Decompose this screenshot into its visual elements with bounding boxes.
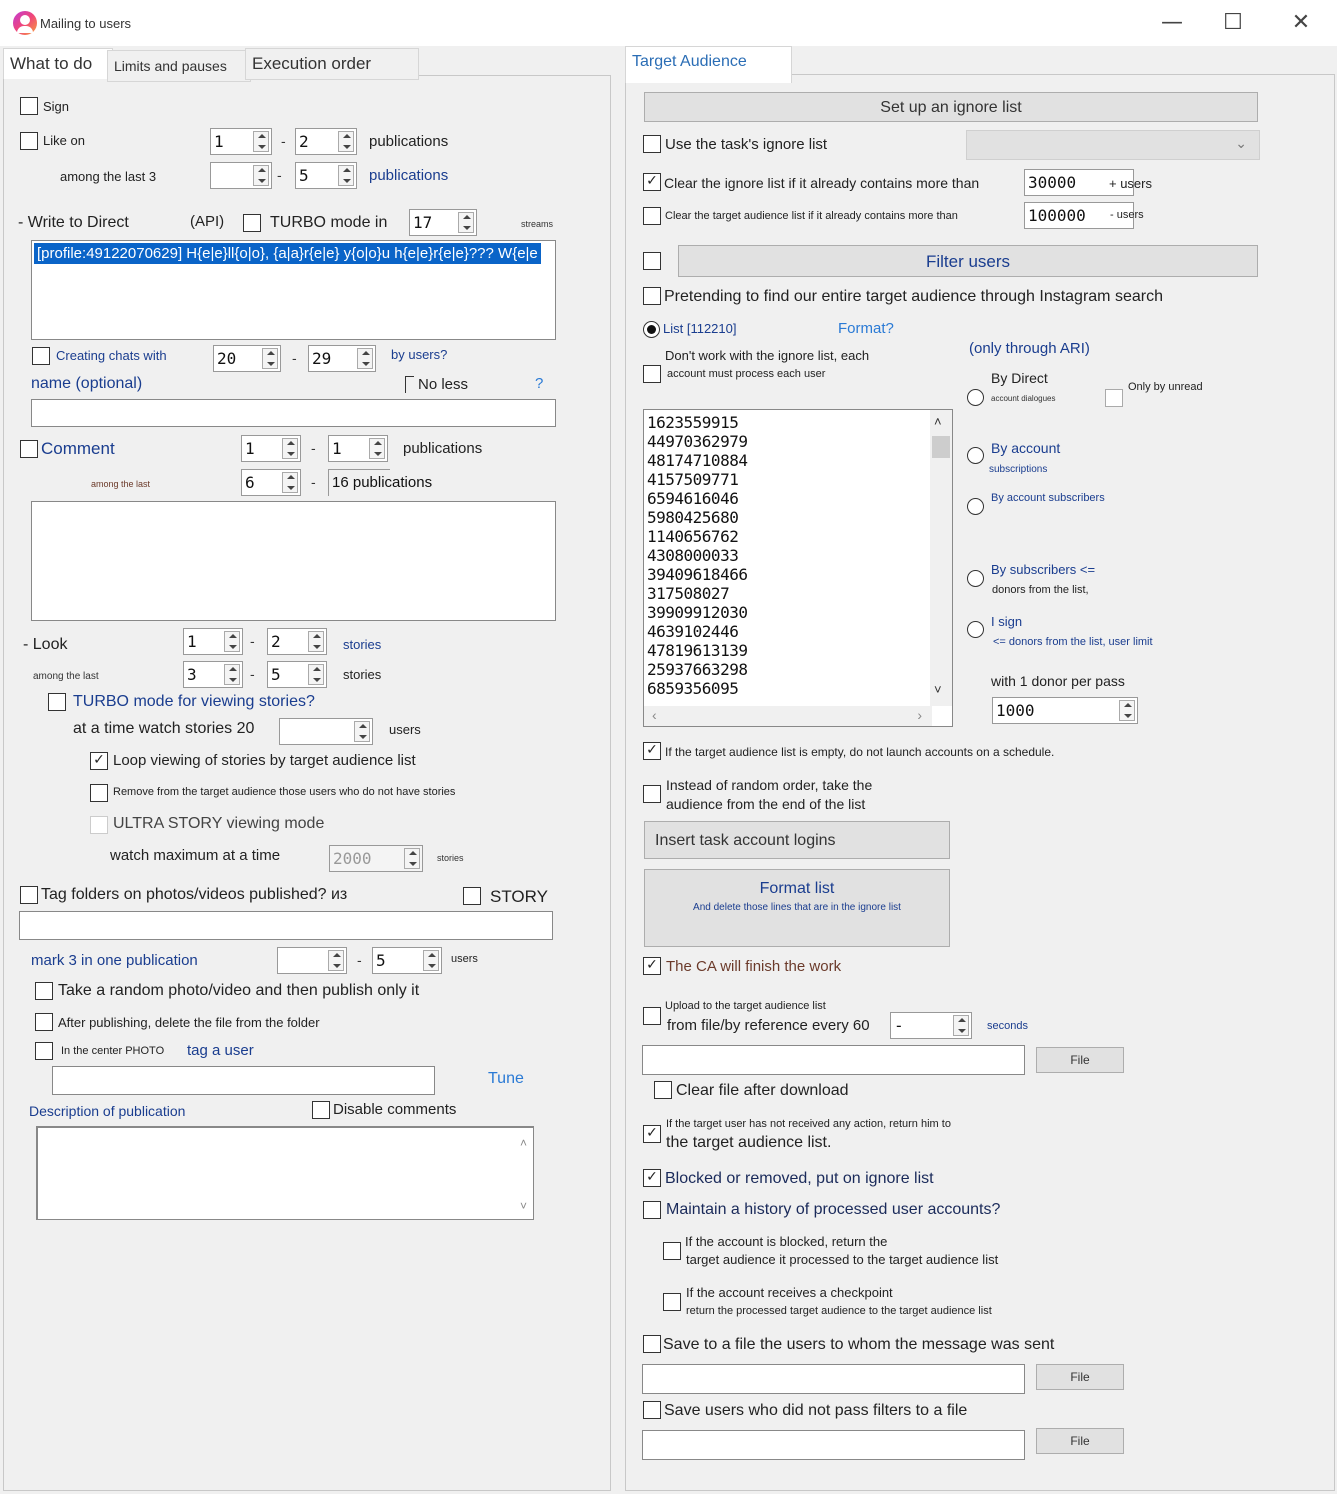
look-among-label: among the last (33, 671, 99, 682)
comment-last-to-value: 16 publications (332, 474, 433, 491)
stories2-label: stories (343, 667, 382, 682)
scroll-left-icon[interactable]: ‹ (652, 707, 657, 723)
acc-blocked-label-2: target audience it processed to the target audience list (686, 1252, 999, 1267)
list-item[interactable]: 48174710884 (647, 451, 748, 470)
stories-label: stories (343, 637, 382, 652)
list-item[interactable]: 1623559915 (647, 413, 739, 432)
turbo-in-label: TURBO mode in (270, 214, 388, 231)
clear-after-download-label: Clear file after download (676, 1082, 849, 1099)
format-list-sub-label: And delete those lines that are in the ignore list (693, 902, 901, 913)
among-to-value: 5 (299, 166, 309, 185)
acc-checkpoint-checkbox[interactable] (663, 1293, 681, 1311)
look-last-from-spinner[interactable] (183, 661, 243, 688)
save-not-passed-label: Save users who did not pass filters to a file (664, 1402, 968, 1419)
like-from-spinner[interactable] (210, 128, 272, 155)
app-icon (13, 11, 37, 35)
spin-arrows-icon[interactable] (262, 348, 278, 369)
comment-label: Comment (41, 439, 115, 458)
turbo-streams-value: 17 (413, 213, 433, 232)
only-by-unread-checkbox[interactable] (1105, 389, 1123, 407)
look-to-value: 2 (271, 632, 281, 651)
like-to-spinner[interactable] (295, 128, 357, 155)
upload-label-1: Upload to the target audience list (665, 1000, 826, 1012)
publications-label: publications (369, 133, 449, 150)
acc-checkpoint-label-2: return the processed target audience to the target audience list (686, 1305, 992, 1317)
comment-from-spinner[interactable] (241, 435, 301, 462)
format-help-link[interactable]: Format? (838, 320, 894, 337)
dont-work-label-2: account must process each user (667, 368, 826, 380)
story-label: STORY (490, 887, 548, 906)
target-audience-list[interactable] (643, 409, 953, 727)
creating-chats-checkbox[interactable] (32, 347, 50, 365)
turbo-stories-checkbox[interactable] (48, 693, 66, 711)
like-from-value: 1 (214, 132, 224, 151)
loop-viewing-label: Loop viewing of stories by target audience list (113, 752, 416, 769)
spin-arrows-icon[interactable] (458, 212, 474, 233)
i-sign-radio[interactable] (967, 621, 984, 638)
comment-last-from-value: 6 (245, 473, 255, 492)
seconds-label: seconds (987, 1020, 1028, 1032)
chats-from-value: 20 (217, 349, 237, 368)
tune-link[interactable]: Tune (488, 1070, 524, 1087)
empty-list-label: If the target audience list is empty, do not launch accounts on a schedule. (665, 745, 1055, 759)
publications-blue-label: publications (369, 167, 449, 184)
upload-label-2: from file/by reference every 60 (667, 1017, 870, 1034)
save-not-passed-file-input[interactable] (642, 1430, 1025, 1460)
save-sent-file-input[interactable] (642, 1364, 1025, 1394)
random-photo-label: Take a random photo/video and then publish only it (58, 982, 420, 999)
scroll-right-icon[interactable]: › (917, 707, 922, 723)
like-on-label: Like on (43, 133, 85, 148)
clear-target-label: Clear the target audience list if it already contains more than (665, 210, 958, 222)
plus-users-label: + users (1109, 176, 1152, 191)
spin-arrows-icon[interactable] (404, 848, 420, 869)
donor-limit-value: 1000 (996, 701, 1035, 720)
list-item[interactable]: 39909912030 (647, 603, 748, 622)
watch-max-value: 2000 (333, 849, 372, 868)
list-item[interactable]: 44970362979 (647, 432, 748, 451)
only-by-unread-label: Only by unread (1128, 381, 1203, 393)
instead-random-label-1: Instead of random order, take the (666, 777, 873, 793)
sign-checkbox[interactable] (20, 97, 38, 115)
list-item[interactable]: 6859356095 (647, 679, 739, 698)
watch-max-label: watch maximum at a time (110, 847, 281, 864)
only-through-ari-label: (only through ARI) (969, 340, 1090, 357)
filter-users-button[interactable]: Filter users (678, 245, 1258, 277)
by-account-subscribers-label: By account subscribers (991, 492, 1105, 504)
remove-no-stories-checkbox[interactable] (90, 784, 108, 802)
pretending-checkbox[interactable] (643, 287, 661, 305)
spin-arrows-icon[interactable] (308, 664, 324, 685)
no-less-bracket (405, 376, 414, 393)
mark-from-spinner[interactable] (277, 947, 347, 974)
at-a-time-label: at a time watch stories 20 (73, 720, 255, 737)
among-from-spinner[interactable] (210, 162, 272, 189)
not-received-checkbox[interactable]: ✓ (643, 1125, 661, 1143)
filter-users-checkbox[interactable] (643, 252, 661, 270)
i-sign-label: I sign (991, 614, 1023, 629)
chats-from-spinner[interactable] (213, 345, 281, 372)
horizontal-scrollbar[interactable] (644, 706, 932, 726)
after-publishing-label: After publishing, delete the file from the folder (58, 1015, 320, 1030)
list-item[interactable]: 4639102446 (647, 622, 739, 641)
among-last-label: among the last 3 (60, 169, 157, 184)
chats-to-spinner[interactable] (308, 345, 376, 372)
list-item[interactable]: 25937663298 (647, 660, 748, 679)
spin-arrows-icon[interactable] (224, 664, 240, 685)
comment-to-value: 1 (332, 439, 342, 458)
mark-to-value: 5 (376, 951, 386, 970)
tab-limits-and-pauses[interactable]: Limits and pauses (107, 50, 251, 82)
comment-publications-label: publications (403, 440, 483, 457)
remove-no-stories-label: Remove from the target audience those users who do not have stories (113, 786, 456, 798)
turbo-streams-spinner[interactable] (409, 209, 477, 236)
mark-3-label: mark 3 in one publication (31, 952, 198, 969)
name-optional-label: name (optional) (31, 375, 143, 392)
random-photo-checkbox[interactable] (35, 982, 53, 1000)
spin-arrows-icon[interactable] (338, 165, 354, 186)
clear-ignore-value: 30000 (1028, 173, 1077, 192)
description-textarea[interactable] (36, 1126, 534, 1220)
stories3-label: stories (437, 853, 464, 863)
center-photo-checkbox[interactable] (35, 1042, 53, 1060)
creating-chats-label: Creating chats with (56, 348, 167, 363)
blocked-removed-checkbox[interactable]: ✓ (643, 1169, 661, 1187)
look-last-to-value: 5 (271, 665, 281, 684)
spin-arrows-icon[interactable] (357, 348, 373, 369)
maximize-button[interactable]: ☐ (1223, 10, 1243, 35)
comment-among-label: among the last (91, 479, 151, 489)
scroll-down-icon[interactable]: ˅ (934, 682, 942, 697)
after-publishing-checkbox[interactable] (35, 1013, 53, 1031)
list-radio[interactable] (643, 321, 660, 338)
comment-last-to-spinner[interactable] (328, 469, 433, 496)
users-label: users (389, 722, 421, 737)
list-item[interactable]: 5980425680 (647, 508, 739, 527)
save-sent-file-button[interactable]: File (1036, 1364, 1124, 1390)
disable-comments-checkbox[interactable] (312, 1101, 330, 1119)
scroll-up-icon[interactable]: ˄ (934, 414, 942, 429)
acc-checkpoint-label-1: If the account receives a checkpoint (686, 1285, 893, 1300)
list-item[interactable]: 317508027 (647, 584, 730, 603)
spin-arrows-icon[interactable] (308, 631, 324, 652)
with-1-donor-label: with 1 donor per pass (991, 673, 1125, 689)
by-direct-radio[interactable] (967, 389, 984, 406)
clear-target-checkbox[interactable] (643, 207, 661, 225)
tag-folders-checkbox[interactable] (20, 886, 38, 904)
spin-arrows-icon[interactable] (328, 950, 344, 971)
list-item[interactable]: 47819613139 (647, 641, 748, 660)
spin-arrows-icon[interactable] (354, 721, 370, 742)
ultra-story-label: ULTRA STORY viewing mode (113, 815, 325, 832)
dont-work-label-1: Don't work with the ignore list, each (665, 348, 870, 363)
list-item[interactable]: 1140656762 (647, 527, 739, 546)
list-label: List [112210] (663, 321, 737, 336)
look-last-from-value: 3 (187, 665, 197, 684)
tab-target-audience[interactable]: Target Audience (625, 46, 792, 83)
comment-checkbox[interactable] (20, 440, 38, 458)
tag-folders-input[interactable] (19, 911, 553, 940)
comment-textarea[interactable] (31, 501, 556, 621)
look-to-spinner[interactable] (267, 628, 327, 655)
ca-finish-label: The CA will finish the work (666, 958, 842, 975)
tag-user-input[interactable] (52, 1066, 435, 1095)
dont-work-checkbox[interactable] (643, 365, 661, 383)
by-direct-label: By Direct (991, 370, 1048, 386)
look-from-value: 1 (187, 632, 197, 651)
instead-random-checkbox[interactable] (643, 785, 661, 803)
api-label: (API) (190, 213, 225, 230)
by-users-label: by users? (391, 347, 448, 362)
spin-arrows-icon[interactable] (369, 438, 385, 459)
turbo-stories-label: TURBO mode for viewing stories? (73, 693, 315, 710)
set-up-ignore-list-button[interactable]: Set up an ignore list (644, 92, 1258, 122)
turbo-direct-checkbox[interactable] (243, 214, 261, 232)
help-question-link[interactable]: ? (535, 375, 544, 392)
message-textarea[interactable] (31, 240, 556, 340)
no-less-label[interactable]: No less (418, 376, 469, 393)
clear-after-download-checkbox[interactable] (654, 1081, 672, 1099)
by-subscribers-radio[interactable] (967, 570, 984, 587)
by-subscribers-label: By subscribers <= (991, 562, 1096, 577)
watch-max-spinner[interactable] (329, 845, 423, 872)
close-button[interactable]: ✕ (1291, 10, 1311, 35)
spin-arrows-icon[interactable] (253, 165, 269, 186)
pretending-label: Pretending to find our entire target audience through Instagram search (664, 288, 1163, 305)
minus-users-label: - users (1110, 209, 1144, 221)
minimize-button[interactable]: — (1161, 10, 1183, 35)
scroll-thumb[interactable] (932, 436, 950, 458)
ca-finish-checkbox[interactable]: ✓ (643, 957, 661, 975)
save-not-passed-file-button[interactable]: File (1036, 1428, 1124, 1454)
spin-arrows-icon[interactable] (282, 438, 298, 459)
loop-viewing-checkbox[interactable]: ✓ (90, 752, 108, 770)
comment-from-value: 1 (245, 439, 255, 458)
look-from-spinner[interactable] (183, 628, 243, 655)
tab-execution-order[interactable]: Execution order (245, 48, 419, 80)
spin-arrows-icon[interactable] (282, 472, 298, 493)
clear-ignore-label: Clear the ignore list if it already contains more than (664, 175, 980, 191)
look-label: - Look (23, 636, 68, 653)
comment-last-from-spinner[interactable] (241, 469, 301, 496)
look-last-to-spinner[interactable] (267, 661, 327, 688)
like-checkbox[interactable] (20, 132, 38, 150)
acc-blocked-checkbox[interactable] (663, 1242, 681, 1260)
description-label: Description of publication (29, 1103, 186, 1119)
scroll-up-icon[interactable]: ˄ (519, 1136, 527, 1150)
message-text: [profile:49122070629] H{e|e}ll{o|o}, {a|a}r{e|e} y{o|o}u h{e|e}r{e|e}??? W{e|e (34, 243, 541, 264)
instead-random-label-2: audience from the end of the list (666, 796, 866, 812)
upload-checkbox[interactable] (643, 1007, 661, 1025)
upload-interval-value: - (894, 1016, 904, 1035)
upload-file-button[interactable]: File (1036, 1047, 1124, 1073)
vertical-scrollbar[interactable] (930, 410, 952, 706)
upload-file-input[interactable] (642, 1045, 1025, 1075)
insert-logins-button[interactable]: Insert task account logins (644, 821, 950, 859)
list-item[interactable]: 39409618466 (647, 565, 748, 584)
spin-arrows-icon[interactable] (423, 950, 439, 971)
clear-target-value: 100000 (1028, 206, 1086, 225)
list-item[interactable]: 6594616046 (647, 489, 739, 508)
mark-to-spinner[interactable] (372, 947, 442, 974)
spin-arrows-icon[interactable] (953, 1015, 969, 1036)
tab-what-to-do[interactable]: What to do (3, 48, 113, 79)
blocked-removed-label: Blocked or removed, put on ignore list (665, 1170, 934, 1187)
by-account-subscribers-radio[interactable] (967, 498, 984, 515)
tag-user-label: tag a user (187, 1042, 254, 1059)
center-photo-label: In the center PHOTO (61, 1045, 165, 1057)
title-bar (0, 0, 1337, 46)
spin-arrows-icon[interactable] (253, 131, 269, 152)
use-task-ignore-label: Use the task's ignore list (665, 136, 828, 153)
format-list-button[interactable] (644, 869, 950, 947)
list-item[interactable]: 4157509771 (647, 470, 739, 489)
clear-ignore-checkbox[interactable]: ✓ (643, 173, 661, 191)
chats-to-value: 29 (312, 349, 332, 368)
acc-blocked-label-1: If the account is blocked, return the (685, 1234, 888, 1249)
spin-arrows-icon[interactable] (1119, 700, 1135, 721)
donors-from-list-label: donors from the list, (992, 584, 1089, 596)
like-to-value: 2 (299, 132, 309, 151)
streams-label: streams (521, 219, 554, 229)
list-item[interactable]: 4308000033 (647, 546, 739, 565)
comment-to-spinner[interactable] (328, 435, 388, 462)
tag-folders-label: Tag folders on photos/videos published? из (41, 886, 348, 903)
spin-arrows-icon[interactable] (224, 631, 240, 652)
chevron-down-icon: ⌄ (1235, 135, 1247, 151)
account-dialogues-label: account dialogues (991, 394, 1056, 403)
donors-user-limit-label: <= donors from the list, user limit (993, 636, 1153, 648)
sign-label: Sign (43, 99, 70, 114)
use-task-ignore-checkbox[interactable] (643, 135, 661, 153)
ignore-list-combobox[interactable] (966, 130, 1260, 160)
save-sent-checkbox[interactable] (643, 1335, 661, 1353)
empty-list-checkbox[interactable]: ✓ (643, 742, 661, 760)
write-direct-label: - Write to Direct (18, 214, 129, 231)
spin-arrows-icon[interactable] (338, 131, 354, 152)
save-sent-label: Save to a file the users to whom the message was sent (663, 1336, 1055, 1353)
maintain-history-label: Maintain a history of processed user accounts? (666, 1201, 1001, 1218)
window-title: Mailing to users (40, 16, 132, 31)
not-received-label-2: the target audience list. (666, 1134, 832, 1151)
by-account-radio[interactable] (967, 447, 984, 464)
disable-comments-label: Disable comments (333, 1101, 457, 1118)
name-input[interactable] (31, 399, 556, 427)
subscriptions-label: subscriptions (989, 464, 1048, 475)
save-not-passed-checkbox[interactable] (643, 1401, 661, 1419)
story-checkbox[interactable] (463, 887, 481, 905)
at-a-time-spinner[interactable] (279, 718, 373, 745)
users2-label: users (451, 953, 478, 965)
scroll-down-icon[interactable]: ˅ (519, 1199, 527, 1213)
by-account-label: By account (991, 440, 1061, 456)
format-list-label: Format list (759, 880, 835, 897)
not-received-label-1: If the target user has not received any action, return him to (666, 1118, 951, 1130)
maintain-history-checkbox[interactable] (643, 1201, 661, 1219)
among-to-spinner[interactable] (295, 162, 357, 189)
donor-limit-spinner[interactable] (992, 697, 1138, 724)
ultra-story-checkbox[interactable] (90, 816, 108, 834)
upload-interval-spinner[interactable] (890, 1012, 972, 1039)
